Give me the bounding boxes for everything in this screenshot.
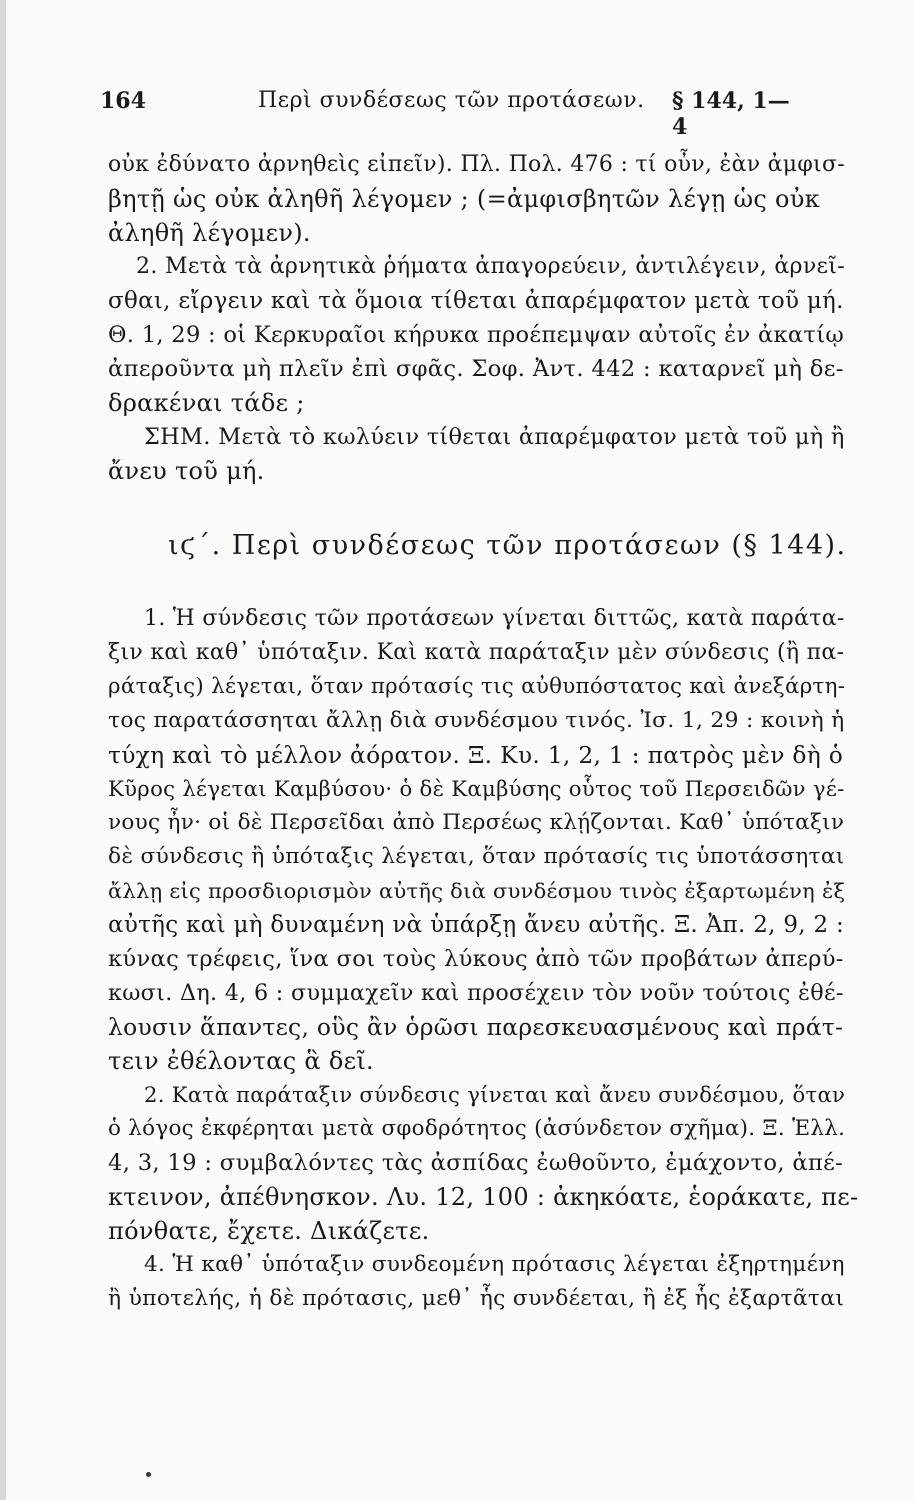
- text-line: κτεινον, ἀπέθνησκον. Λυ. 12, 100 : ἀκηκόατε, ἑοράκατε, πε-: [108, 1183, 859, 1211]
- text-line: τύχη καὶ τὸ μέλλον ἀόρατον. Ξ. Κυ. 1, 2, 1 : πατρὸς μὲν δὴ ὁ: [108, 741, 844, 769]
- text-line: ἀπεροῦντα μὴ πλεῖν ἐπὶ σφᾶς. Σοφ. Ἀντ. 442 : καταρνεῖ μὴ δε-: [108, 356, 844, 382]
- text-line: δρακέναι τάδε ;: [108, 389, 305, 417]
- text-line: νους ἦν· οἱ δὲ Περσεῖδαι ἀπὸ Περσέως κλῄζονται. Καθ᾽ ὑπόταξιν: [108, 810, 845, 835]
- text-line: ἢ ὑποτελής, ἡ δὲ πρότασις, μεθ᾽ ἧς συνδέεται, ἢ ἐξ ἧς ἐξαρτᾶται: [108, 1286, 845, 1311]
- text-line: ὁ λόγος ἐκφέρηται μετὰ σφοδρότητος (ἀσύνδετον σχῆμα). Ξ. Ἑλλ.: [108, 1116, 846, 1141]
- running-header: [100, 84, 800, 140]
- section-heading: ιϛ΄. Περὶ συνδέσεως τῶν προτάσεων (§ 144).: [168, 530, 847, 561]
- page-edge-shadow: [0, 0, 6, 1500]
- text-line: δὲ σύνδεσις ἢ ὑπόταξις λέγεται, ὅταν πρότασίς τις ὑποτάσσηται: [108, 844, 845, 869]
- text-line: τος παρατάσσηται ἄλλῃ διὰ συνδέσμου τινός. Ἰσ. 1, 29 : κοινὴ ἡ: [108, 708, 845, 733]
- text-line: βητῇ ὡς οὐκ ἀληθῆ λέγομεν ; (=ἀμφισβητῶν λέγῃ ὡς οὐκ: [108, 185, 820, 213]
- text-line: πόνθατε, ἔχετε. Δικάζετε.: [108, 1217, 430, 1245]
- page-body: [108, 148, 858, 1316]
- text-line: ράταξις) λέγεται, ὅταν πρότασίς τις αὐθυπόστατος καὶ ἀνεξάρτη-: [108, 674, 846, 699]
- text-line: Κῦρος λέγεται Καμβύσου· ὁ δὲ Καμβύσης οὗτος τοῦ Περσειδῶν γέ-: [108, 776, 845, 801]
- text-line: ΣΗΜ. Μετὰ τὸ κωλύειν τίθεται ἀπαρέμφατον μετὰ τοῦ μὴ ἢ: [144, 424, 845, 450]
- text-line: αὐτῆς καὶ μὴ δυναμένη νὰ ὑπάρξῃ ἄνευ αὐτῆς. Ξ. Ἀπ. 2, 9, 2 :: [108, 912, 845, 938]
- text-line: ξιν καὶ καθ᾽ ὑπόταξιν. Καὶ κατὰ παράταξιν μὲν σύνδεσις (ἢ πα-: [108, 640, 845, 665]
- text-line: ἄλλῃ εἰς προσδιορισμὸν αὐτῆς διὰ συνδέσμου τινὸς ἐξαρτωμένη ἐξ: [108, 879, 846, 903]
- text-line: κύνας τρέφεις, ἵνα σοι τοὺς λύκους ἀπὸ τῶν προβάτων ἀπερύ-: [108, 946, 844, 972]
- header-section: § 144, 1—4: [672, 88, 790, 140]
- text-line: 1. Ἡ σύνδεσις τῶν προτάσεων γίνεται διττῶς, κατὰ παράτα-: [144, 606, 845, 631]
- text-line: 2. Μετὰ τὰ ἀρνητικὰ ῥήματα ἀπαγορεύειν, ἀντιλέγειν, ἀρνεῖ-: [136, 254, 846, 279]
- text-line: Θ. 1, 29 : οἱ Κερκυραῖοι κήρυκα προέπεμψαν αὐτοῖς ἐν ἀκατίῳ: [108, 322, 845, 348]
- text-line: οὐκ ἐδύνατο ἀρνηθεὶς εἰπεῖν). Πλ. Πολ. 476 : τί οὖν, ἐὰν ἀμφισ-: [108, 152, 845, 177]
- ink-speck: [146, 1472, 151, 1477]
- text-line: 2. Κατὰ παράταξιν σύνδεσις γίνεται καὶ ἄνευ συνδέσμου, ὅταν: [144, 1082, 846, 1107]
- text-line: ἀληθῆ λέγομεν).: [108, 219, 311, 247]
- text-line: κωσι. Δη. 4, 6 : συμμαχεῖν καὶ προσέχειν τὸν νοῦν τούτοις ἐθέ-: [108, 980, 844, 1006]
- text-line: ἄνευ τοῦ μή.: [108, 457, 265, 485]
- text-line: 4, 3, 19 : συμβαλόντες τὰς ἀσπίδας ἐωθοῦντο, ἐμάχοντο, ἀπέ-: [108, 1150, 844, 1176]
- text-line: λουσιν ἅπαντες, οὓς ἂν ὁρῶσι παρεσκευασμένους καὶ πράτ-: [108, 1013, 844, 1041]
- header-title: Περὶ συνδέσεως τῶν προτάσεων.: [258, 88, 645, 113]
- text-line: 4. Ἡ καθ᾽ ὑπόταξιν συνδεομένη πρότασις λέγεται ἐξηρτημένη: [144, 1252, 845, 1277]
- text-line: σθαι, εἴργειν καὶ τὰ ὅμοια τίθεται ἀπαρέμφατον μετὰ τοῦ μή.: [108, 288, 844, 314]
- text-line: τειν ἐθέλοντας ἃ δεῖ.: [108, 1047, 374, 1075]
- page-number: 164: [100, 88, 146, 114]
